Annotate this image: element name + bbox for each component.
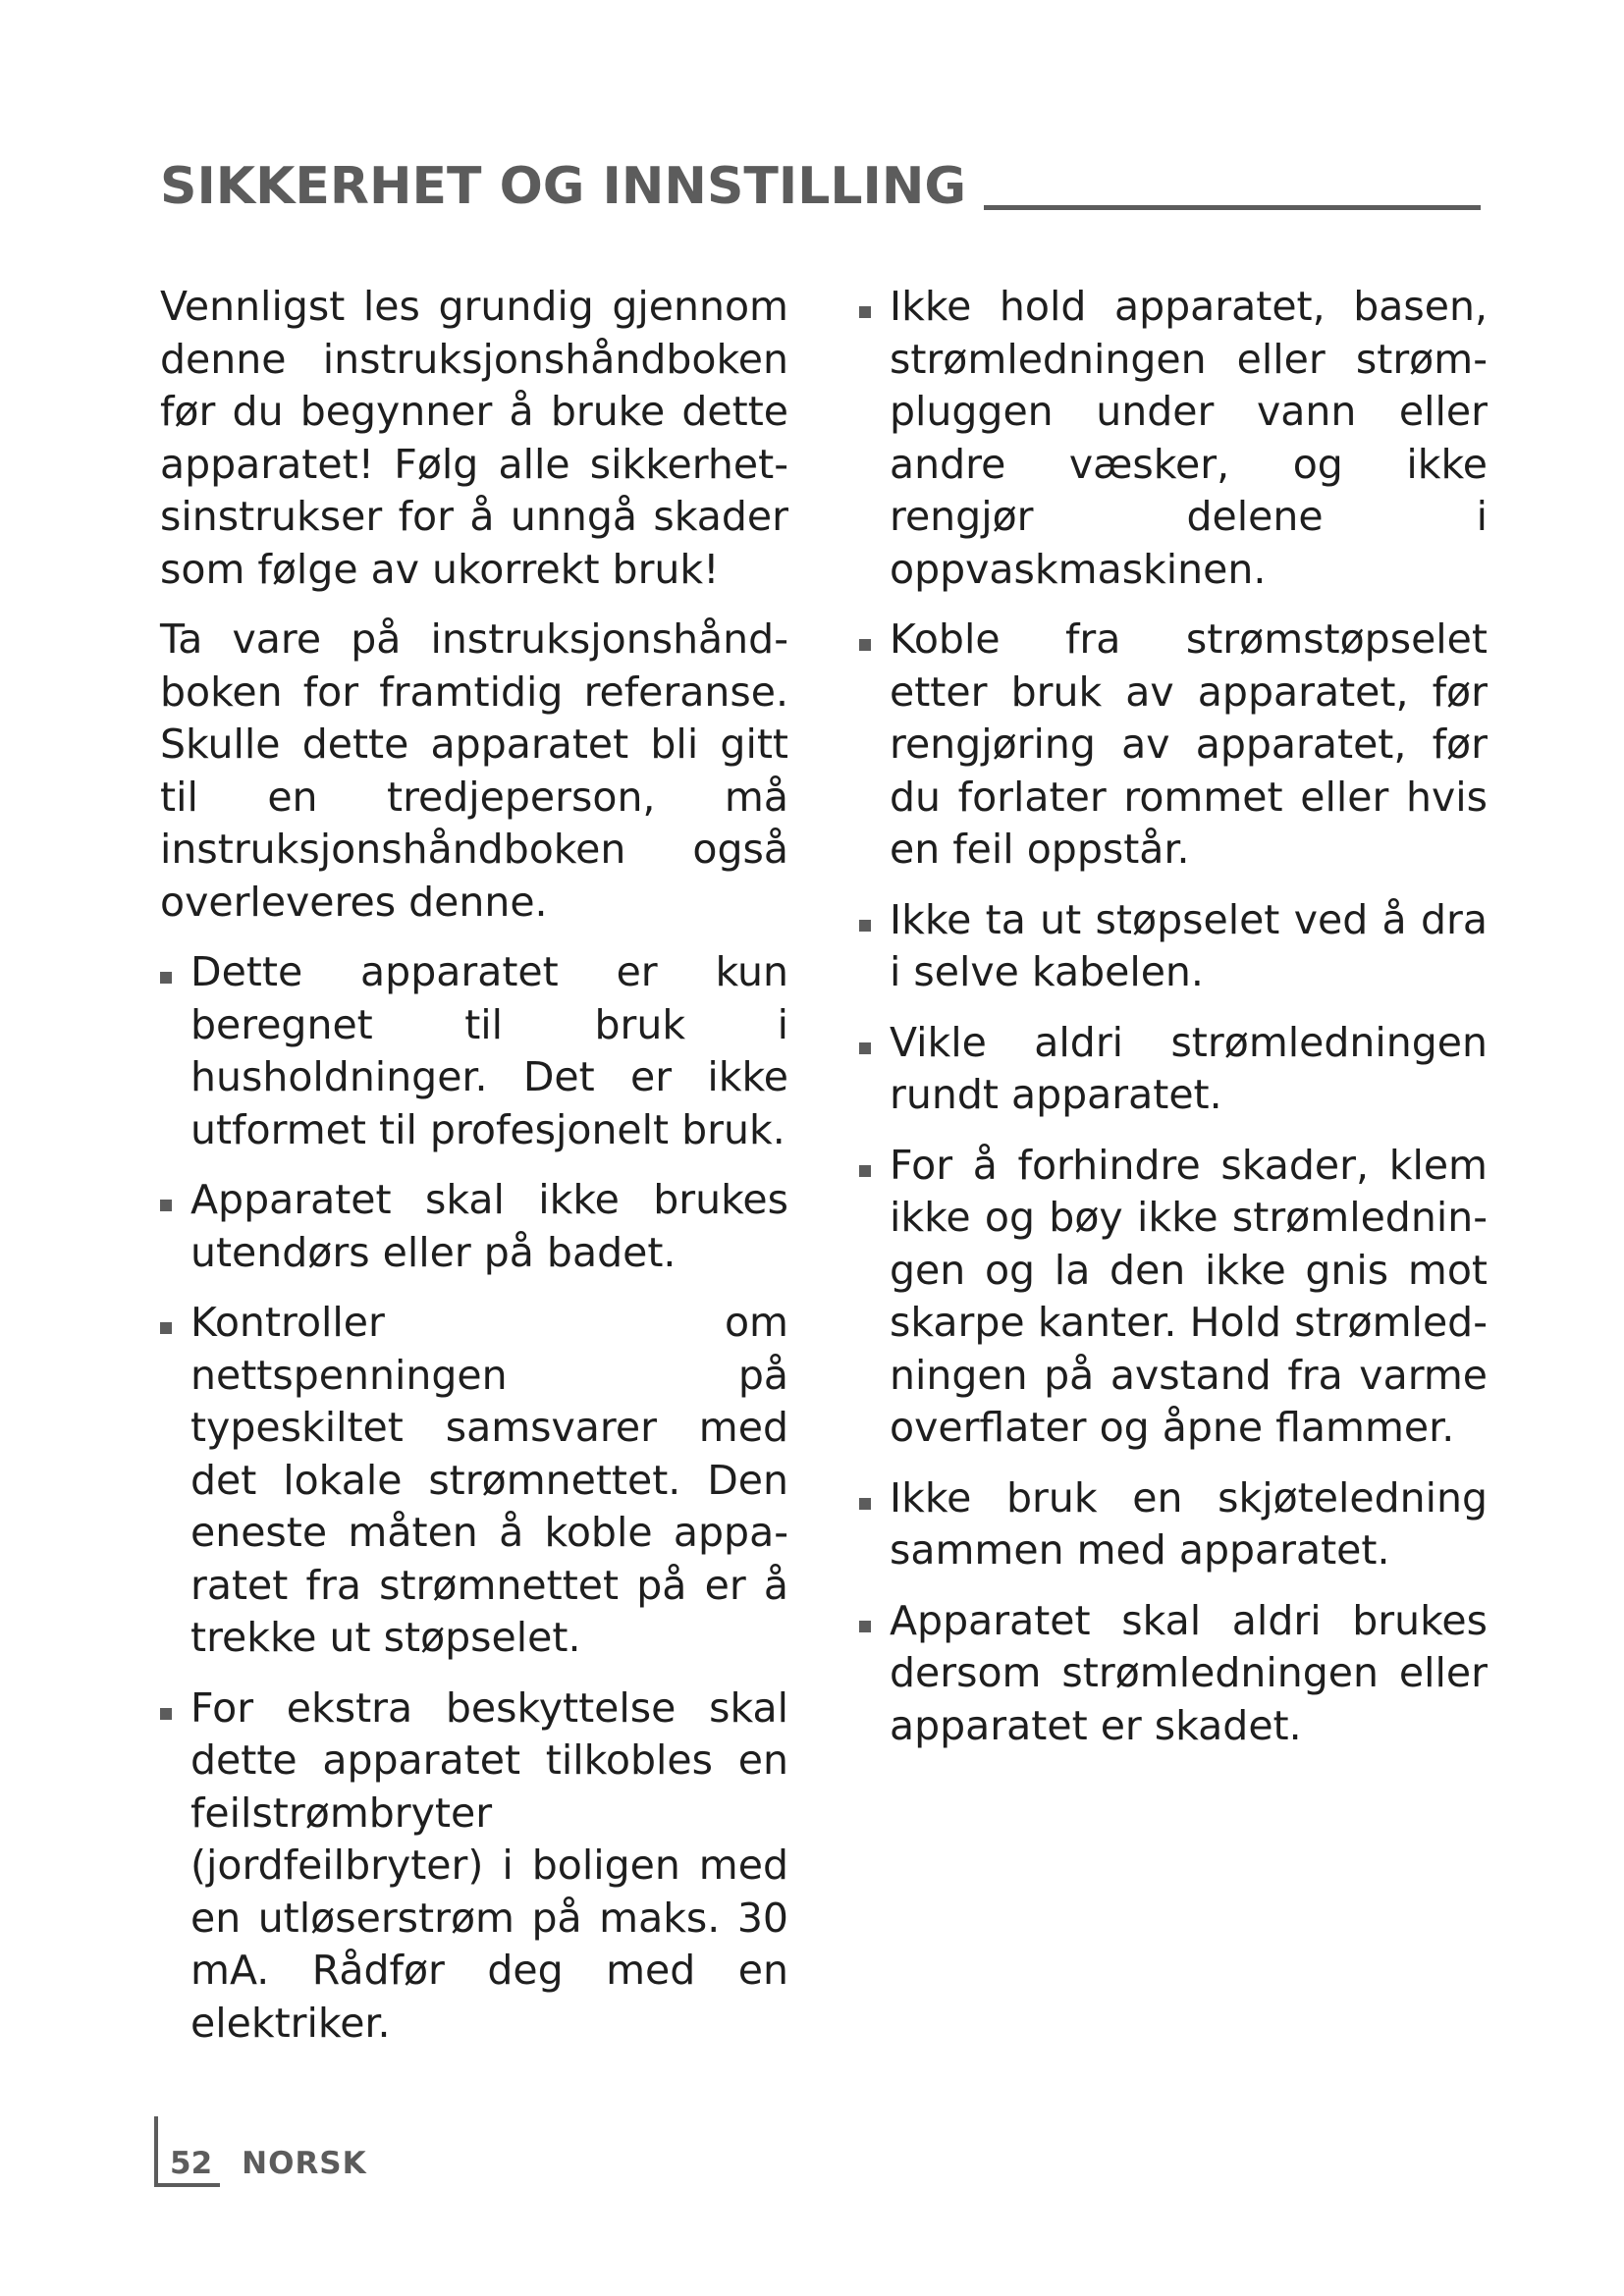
page-title: SIKKERHET OG INNSTILLING	[160, 157, 967, 216]
list-item	[859, 614, 1488, 877]
list-item-text: Ikke hold apparatet, basen, strømledningen eller strømpluggen under vann eller andre væsker, og ikke rengjør delene i oppvaskmaskinen.	[890, 283, 1488, 593]
bullet-square-icon	[160, 972, 172, 984]
left-safety-list	[160, 946, 788, 2050]
footer-language-label: NORSK	[242, 2146, 367, 2181]
list-item	[160, 1174, 788, 1279]
list-item	[859, 1140, 1488, 1455]
list-item-text: Ikke ta ut støpselet ved å dra i selve kabelen.	[890, 895, 1488, 995]
bullet-square-icon	[859, 1042, 871, 1054]
title-underline-rule	[984, 205, 1481, 210]
bullet-square-icon	[859, 306, 871, 318]
list-item	[160, 946, 788, 1156]
keep-manual-paragraph: Ta vare på instruksjonshåndboken for framtidig referanse. Skulle dette apparatet bli gitt til en tredjeperson, må instruksjonshåndboken også overleveres denne.	[160, 615, 788, 926]
bullet-square-icon	[859, 1621, 871, 1632]
page-footer	[154, 2109, 367, 2187]
list-item	[160, 1297, 788, 1665]
bullet-square-icon	[160, 1708, 172, 1720]
list-item-text: For å forhindre skader, klem ikke og bøy ikke strømledningen og la den ikke gnis mot skarpe kanter. Hold strømledningen på avstand fra varme overflater og åpne flammer.	[890, 1141, 1488, 1451]
list-item	[859, 281, 1488, 596]
list-item-text: Kontroller om nettspenningen på typeskiltet samsvarer med det lokale strømnettet. Den eneste måten å koble apparatet fra strømnettet på er å trekke ut støpselet.	[190, 1299, 788, 1661]
bullet-square-icon	[859, 1498, 871, 1510]
page-number: 52	[158, 2146, 220, 2187]
list-item	[859, 1472, 1488, 1577]
list-item	[859, 1017, 1488, 1122]
list-item-text: Apparatet skal aldri brukes dersom strømledningen eller apparatet er skadet.	[890, 1596, 1488, 1749]
list-item-text: Koble fra strømstøpselet etter bruk av apparatet, før rengjøring av apparatet, før du forlater rommet eller hvis en feil oppstår.	[890, 615, 1488, 873]
list-item-text: For ekstra beskyttelse skal dette apparatet tilkobles en feilstrømbryter (jordfeilbryter) i boligen med en utløserstrøm på maks. 30 mA. Rådfør deg med en elektriker.	[190, 1683, 788, 2047]
bullet-square-icon	[160, 1200, 172, 1211]
list-item	[160, 1682, 788, 2051]
intro-paragraph: Vennligst les grundig gjennom denne instruksjonshåndboken før du begynner å bruke dette apparatet! Følg alle sikkerhetsinstrukser for å unngå skader som følge av ukorrekt bruk!	[160, 283, 788, 593]
bullet-square-icon	[859, 920, 871, 932]
list-item	[859, 1595, 1488, 1753]
list-item-text: Vikle aldri strømledningen rundt apparatet.	[890, 1018, 1488, 1118]
right-column	[859, 281, 1488, 1770]
bullet-square-icon	[160, 1322, 172, 1334]
list-item	[859, 894, 1488, 999]
bullet-square-icon	[859, 1165, 871, 1177]
page-header	[160, 147, 1481, 216]
left-column	[160, 281, 788, 2067]
list-item-text: Apparatet skal ikke brukes utendørs eller på badet.	[190, 1176, 788, 1276]
list-item-text: Ikke bruk en skjøteledning sammen med apparatet.	[890, 1473, 1488, 1574]
list-item-text: Dette apparatet er kun beregnet til bruk i husholdninger. Det er ikke utformet til profesjonelt bruk.	[190, 948, 788, 1153]
right-safety-list	[859, 281, 1488, 1752]
bullet-square-icon	[859, 639, 871, 651]
